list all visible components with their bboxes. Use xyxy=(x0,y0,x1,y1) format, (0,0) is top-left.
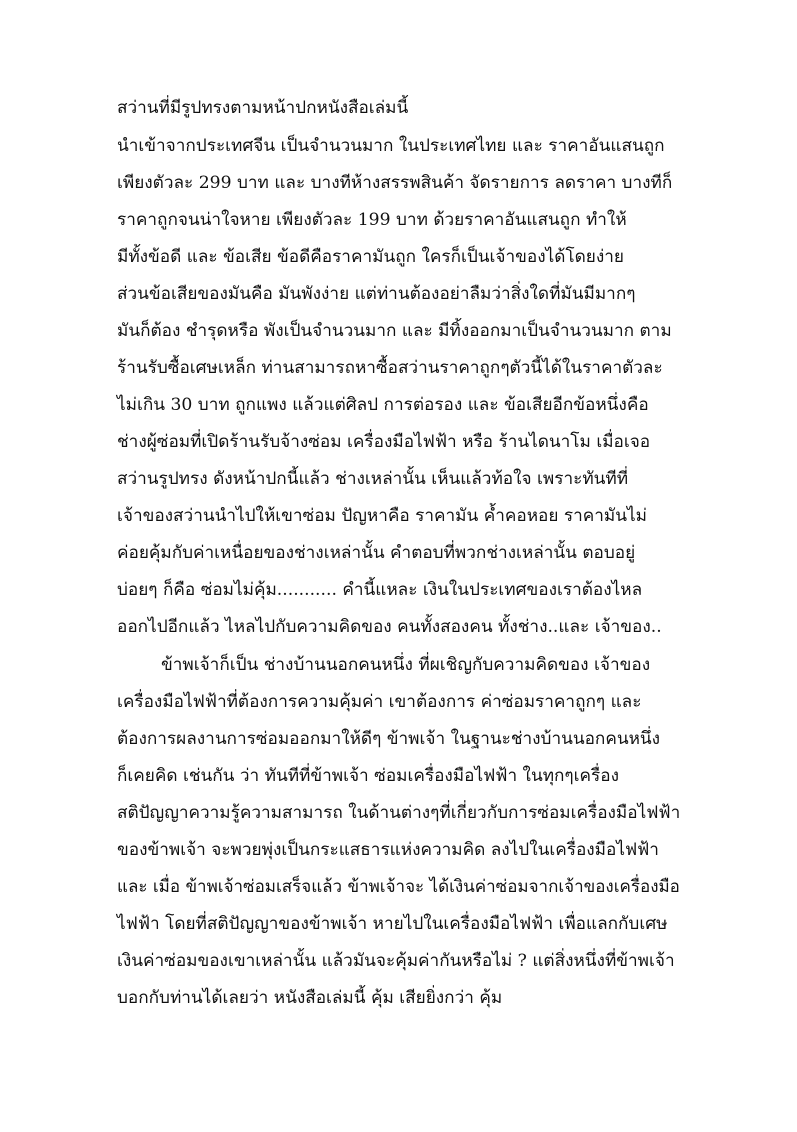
paragraph-line: ไม่เกิน 30 บาท ถูกแพง แล้วแต่ศิลป การต่อรอง และ ข้อเสียอีกข้อหนึ่งคือ xyxy=(117,395,649,415)
paragraph-line: สว่านรูปทรง ดังหน้าปกนี้แล้ว ช่างเหล่านั้น เห็นแล้วท้อใจ เพราะทันทีที่ xyxy=(117,469,629,489)
paragraph-line: บอกกับท่านได้เลยว่า หนังสือเล่มนี้ คุ้ม เสียยิ่งกว่า คุ้ม xyxy=(117,988,503,1008)
paragraph-line: ของข้าพเจ้า จะพวยพุ่งเป็นกระแสธารแห่งความคิด ลงไปในเครื่องมือไฟฟ้า xyxy=(117,840,659,860)
paragraph-line: เครื่องมือไฟฟ้าที่ต้องการความคุ้มค่า เขาต้องการ ค่าซ่อมราคาถูกๆ และ xyxy=(117,692,642,712)
paragraph-line: ช่างผู้ซ่อมที่เปิดร้านรับจ้างซ่อม เครื่องมือไฟฟ้า หรือ ร้านไดนาโม เมื่อเจอ xyxy=(117,432,651,452)
paragraph-line: ร้านรับซื้อเศษเหล็ก ท่านสามารถหาซื้อสว่านราคาถูกๆตัวนี้ได้ในราคาตัวละ xyxy=(117,358,663,378)
paragraph-line: เพียงตัวละ 299 บาท และ บางทีห้างสรรพสินค้า จัดรายการ ลดราคา บางทีก็ xyxy=(117,173,673,193)
paragraph-line: ออกไปอีกแล้ว ไหลไปกับความคิดของ คนทั้งสองคน ทั้งช่าง..และ เจ้าของ.. xyxy=(117,617,662,637)
paragraph-line: มีทั้งข้อดี และ ข้อเสีย ข้อดีคือราคามันถูก ใครก็เป็นเจ้าของได้โดยง่าย xyxy=(117,247,624,267)
paragraph-line: บ่อยๆ ก็คือ ซ่อมไม่คุ้ม........... คำนี้แหละ เงินในประเทศของเราต้องไหล xyxy=(117,580,643,600)
paragraph-line: นำเข้าจากประเทศจีน เป็นจำนวนมาก ในประเทศไทย และ ราคาอันแสนถูก xyxy=(117,136,665,156)
paragraph-line: และ เมื่อ ข้าพเจ้าซ่อมเสร็จแล้ว ข้าพเจ้าจะ ได้เงินค่าซ่อมจากเจ้าของเครื่องมือ xyxy=(117,877,680,897)
paragraph-line: ส่วนข้อเสียของมันคือ มันพังง่าย แต่ท่านต้องอย่าลืมว่าสิ่งใดที่มันมีมากๆ xyxy=(117,284,636,304)
paragraph-line: เงินค่าซ่อมของเขาเหล่านั้น แล้วมันจะคุ้มค่ากันหรือไม่ ? แต่สิ่งหนึ่งที่ข้าพเจ้า xyxy=(117,951,675,971)
heading-line: สว่านที่มีรูปทรงตามหน้าปกหนังสือเล่มนี้ xyxy=(117,98,409,118)
paragraph-line: ค่อยคุ้มกับค่าเหนื่อยของช่างเหล่านั้น คำตอบที่พวกช่างเหล่านั้น ตอบอยู่ xyxy=(117,543,636,563)
paragraph-line: เจ้าของสว่านนำไปให้เขาซ่อม ปัญหาคือ ราคามัน ค้ำคอหอย ราคามันไม่ xyxy=(117,506,647,526)
paragraph-line: สติปัญญาความรู้ความสามารถ ในด้านต่างๆที่เกี่ยวกับการซ่อมเครื่องมือไฟฟ้า xyxy=(117,803,681,823)
paragraph-first-line: ข้าพเจ้าก็เป็น ช่างบ้านนอกคนหนึ่ง ที่ผเชิญกับความคิดของ เจ้าของ xyxy=(161,655,651,675)
paragraph-line: ต้องการผลงานการซ่อมออกมาให้ดีๆ ข้าพเจ้า ในฐานะช่างบ้านนอกคนหนึ่ง xyxy=(117,729,661,749)
paragraph-line: ราคาถูกจนน่าใจหาย เพียงตัวละ 199 บาท ด้วยราคาอันแสนถูก ทำให้ xyxy=(117,210,627,230)
paragraph-line: มันก็ต้อง ชำรุดหรือ พังเป็นจำนวนมาก และ มีทิ้งออกมาเป็นจำนวนมาก ตาม xyxy=(117,321,672,341)
paragraph-line: ไฟฟ้า โดยที่สติปัญญาของข้าพเจ้า หายไปในเครื่องมือไฟฟ้า เพื่อแลกกับเศษ xyxy=(117,914,668,934)
paragraph-line: ก็เคยคิด เช่นกัน ว่า ทันทีที่ข้าพเจ้า ซ่อมเครื่องมือไฟฟ้า ในทุกๆเครื่อง xyxy=(117,766,619,786)
